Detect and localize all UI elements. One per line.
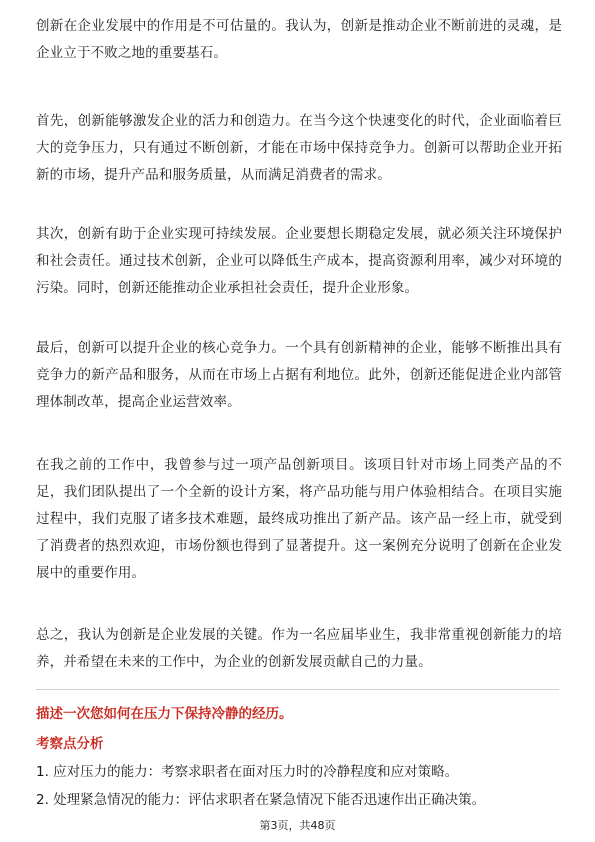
section-divider xyxy=(36,689,559,690)
answer-paragraph-3: 其次，创新有助于企业实现可持续发展。企业要想长期稳定发展，就必须关注环境保护和社会责任。通过技术创新，企业可以降低生产成本，提高资源利用率，减少对环境的污染。同时，创新还能推动企业承担社会责任，提升企业形象。 xyxy=(36,226,562,296)
answer-paragraph-5: 在我之前的工作中，我曾参与过一项产品创新项目。该项目针对市场上同类产品的不足，我们团队提出了一个全新的设计方案，将产品功能与用户体验相结合。在项目实施过程中，我们克服了诸多技术难题，最终成功推出了新产品。该产品一经上市，就受到了消费者的热烈欢迎，市场份额也得到了显著提升。这一案例充分说明了创新在企业发展中的重要作用。 xyxy=(36,457,562,581)
page-number: 第3页，共48页 xyxy=(259,819,336,832)
analysis-heading: 考察点分析 xyxy=(36,736,104,752)
answer-paragraph-1: 创新在企业发展中的作用是不可估量的。我认为，创新是推动企业不断前进的灵魂，是企业立于不败之地的重要基石。 xyxy=(36,18,562,61)
answer-paragraph-2: 首先，创新能够激发企业的活力和创造力。在当今这个快速变化的时代，企业面临着巨大的竞争压力，只有通过不断创新，才能在市场中保持竞争力。创新可以帮助企业开拓新的市场，提升产品和服务质量，从而满足消费者的需求。 xyxy=(36,113,562,183)
interview-question: 描述一次您如何在压力下保持冷静的经历。 xyxy=(36,706,293,722)
analysis-item-1: 1. 应对压力的能力：考察求职者在面对压力时的冷静程度和应对策略。 xyxy=(36,764,459,780)
analysis-item-2: 2. 处理紧急情况的能力：评估求职者在紧急情况下能否迅速作出正确决策。 xyxy=(36,792,486,808)
answer-paragraph-6: 总之，我认为创新是企业发展的关键。作为一名应届毕业生，我非常重视创新能力的培养，并希望在未来的工作中，为企业的创新发展贡献自己的力量。 xyxy=(36,627,562,670)
answer-paragraph-4: 最后，创新可以提升企业的核心竞争力。一个具有创新精神的企业，能够不断推出具有竞争力的新产品和服务，从而在市场上占据有利地位。此外，创新还能促进企业内部管理体制改革，提高企业运营效率。 xyxy=(36,340,562,410)
